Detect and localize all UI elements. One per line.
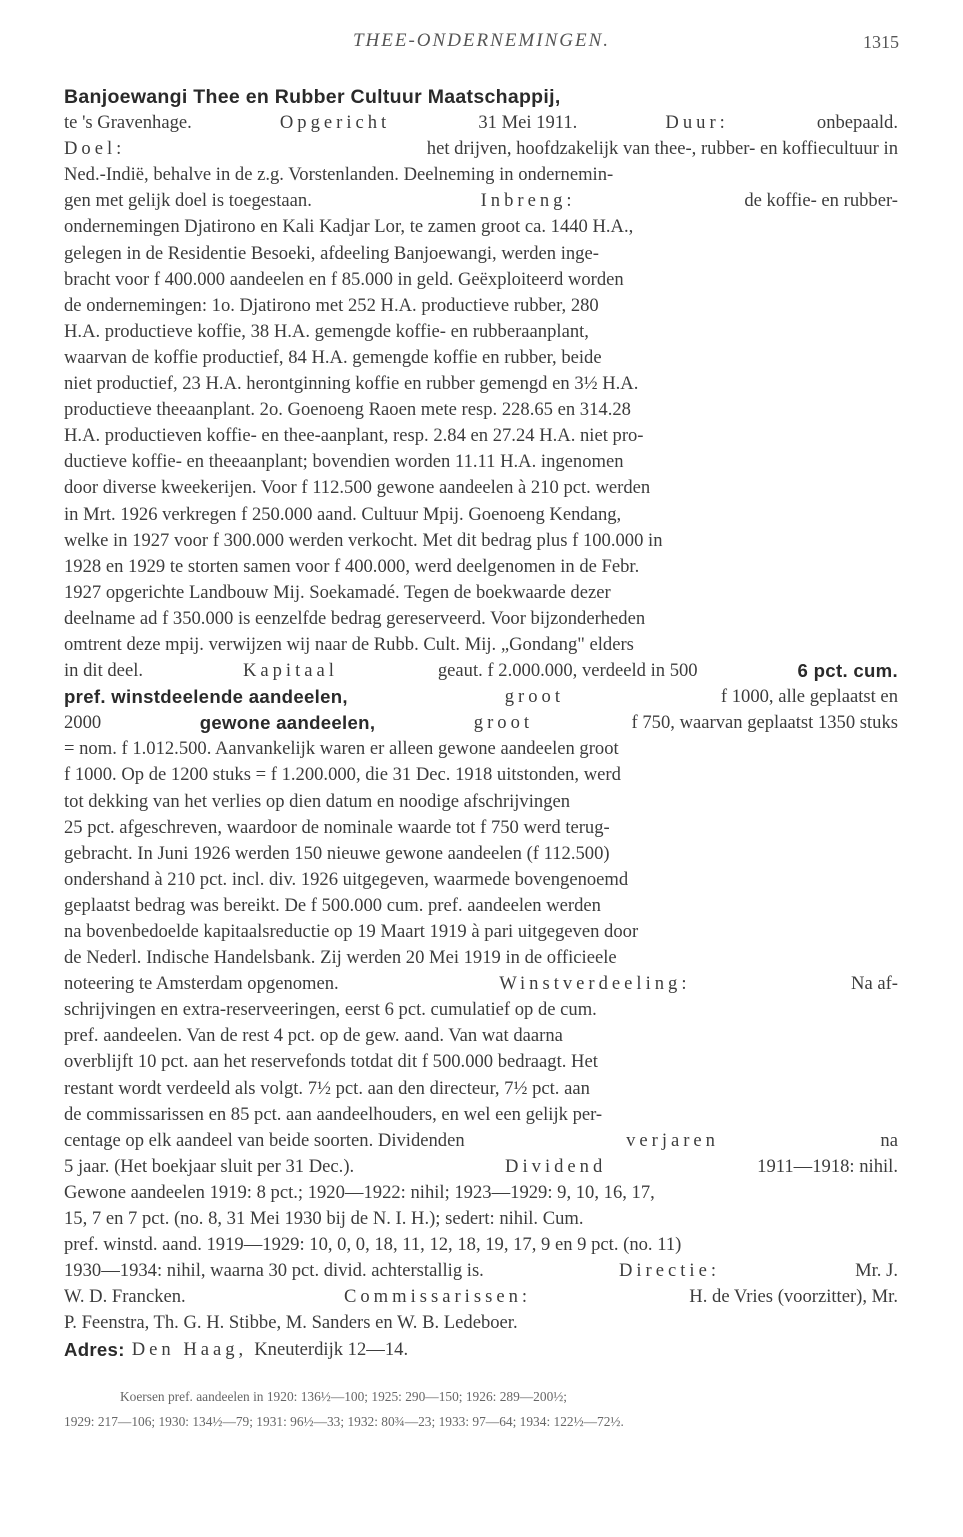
text-segment: Gewone aandeelen 1919: 8 pct.; 1920—1922: nihil; 1923—1929: 9, 10, 16, 17, xyxy=(64,1181,655,1203)
text-line xyxy=(64,762,898,788)
text-segment: H.A. productieven koffie- en thee-aanplant, resp. 2.84 en 27.24 H.A. niet pro- xyxy=(64,425,644,447)
text-segment: Mr. J. xyxy=(855,1260,898,1282)
text-line xyxy=(64,214,898,240)
text-segment: Ned.-Indië, behalve in de z.g. Vorstenlanden. Deelneming in ondernemin- xyxy=(64,164,614,186)
text-segment: Kneuterdijk 12—14. xyxy=(254,1338,409,1360)
bold-phrase: Banjoewangi Thee en Rubber Cultuur Maatschappij, xyxy=(64,86,561,108)
text-segment: H.A. productieve koffie, 38 H.A. gemengde koffie- en rubberaanplant, xyxy=(64,320,589,342)
running-head xyxy=(0,30,963,60)
spaced-keyword: Commissarissen: xyxy=(343,1286,532,1308)
bold-phrase: 6 pct. cum. xyxy=(797,660,898,682)
text-line xyxy=(64,293,898,319)
text-line xyxy=(64,1232,898,1258)
bold-phrase: Adres: xyxy=(64,1338,125,1360)
text-segment: f 1000. Op de 1200 stuks = f 1.200.000, die 31 Dec. 1918 uitstonden, werd xyxy=(64,764,621,786)
text-line xyxy=(64,841,898,867)
share-price-footnote xyxy=(64,1384,898,1434)
text-segment: tot dekking van het verlies op dien datum en noodige afschrijvingen xyxy=(64,790,571,812)
running-title: THEE-ONDERNEMINGEN. xyxy=(352,30,610,51)
text-line xyxy=(64,1310,898,1336)
text-segment: geaut. f 2.000.000, verdeeld in 500 xyxy=(437,660,698,682)
text-line xyxy=(64,789,898,815)
text-segment: 1927 opgerichte Landbouw Mij. Soekamadé. Tegen de boekwaarde dezer xyxy=(64,581,611,603)
text-segment: omtrent deze mpij. verwijzen wij naar de Rubb. Cult. Mij. „Gondang" elders xyxy=(64,633,634,655)
text-line xyxy=(64,1180,898,1206)
text-segment: de Nederl. Indische Handelsbank. Zij werden 20 Mei 1919 in de officieele xyxy=(64,947,617,969)
text-line xyxy=(64,606,898,632)
text-segment: overblijft 10 pct. aan het reservefonds totdat dit f 500.000 bedraagt. Het xyxy=(64,1051,598,1073)
text-segment: pref. aandeelen. Van de rest 4 pct. op de gew. aand. Van wat daarna xyxy=(64,1025,563,1047)
text-segment: door diverse kweekerijen. Voor f 112.500 gewone aandeelen à 210 pct. werden xyxy=(64,477,651,499)
text-line xyxy=(64,267,898,293)
text-segment: gen met gelijk doel is toegestaan. xyxy=(64,190,312,212)
text-line xyxy=(64,893,898,919)
text-segment: de ondernemingen: 1o. Djatirono met 252 H.A. productieve rubber, 280 xyxy=(64,294,599,316)
text-line xyxy=(64,1049,898,1075)
text-segment: f 750, waarvan geplaatst 1350 stuks xyxy=(631,712,898,734)
text-segment: ondernemingen Djatirono en Kali Kadjar Lor, te zamen groot ca. 1440 H.A., xyxy=(64,216,634,238)
text-segment: W. D. Francken. xyxy=(64,1286,186,1308)
text-line xyxy=(64,580,898,606)
text-segment: centage op elk aandeel van beide soorten. Dividenden xyxy=(64,1129,465,1151)
text-segment: restant wordt verdeeld als volgt. 7½ pct. aan den directeur, 7½ pct. aan xyxy=(64,1077,590,1099)
text-segment: 1930—1934: nihil, waarna 30 pct. divid. achterstallig is. xyxy=(64,1260,484,1282)
text-line xyxy=(64,319,898,345)
text-line xyxy=(64,632,898,658)
spaced-keyword: Den Haag, xyxy=(131,1338,248,1360)
text-line xyxy=(64,345,898,371)
text-segment: deelname ad f 350.000 is eenzelfde bedrag gereserveerd. Voor bijzonderheden xyxy=(64,607,646,629)
spaced-keyword: Kapitaal xyxy=(242,660,338,682)
text-line xyxy=(64,397,898,423)
text-segment: pref. winstd. aand. 1919—1929: 10, 0, 0, 18, 11, 12, 18, 19, 17, 9 en 9 pct. (no. 11) xyxy=(64,1234,682,1256)
text-line xyxy=(64,684,898,710)
text-line xyxy=(64,475,898,501)
text-line xyxy=(64,188,898,214)
text-line xyxy=(64,1337,898,1363)
text-line xyxy=(64,919,898,945)
text-line xyxy=(64,110,898,136)
spaced-keyword: Directie: xyxy=(618,1260,720,1282)
spaced-keyword: Dividend xyxy=(505,1155,607,1177)
text-segment: in dit deel. xyxy=(64,660,144,682)
footnote-line: Koersen pref. aandeelen in 1920: 136½—100; 1925: 290—150; 1926: 289—200½; xyxy=(120,1389,568,1404)
bold-phrase: gewone aandeelen, xyxy=(199,712,376,734)
text-segment: het drijven, hoofdzakelijk van thee-, rubber- en koffiecultuur in xyxy=(426,138,898,160)
text-segment: ondershand à 210 pct. incl. div. 1926 uitgegeven, waarmede bovengenoemd xyxy=(64,868,629,890)
text-segment: schrijvingen en extra-reserveeringen, eerst 6 pct. cumulatief op de cum. xyxy=(64,999,597,1021)
text-line xyxy=(64,162,898,188)
text-line xyxy=(64,1284,898,1310)
text-segment: 15, 7 en 7 pct. (no. 8, 31 Mei 1930 bij de N. I. H.); sedert: nihil. Cum. xyxy=(64,1208,584,1230)
footnote-line: 1929: 217—106; 1930: 134½—79; 1931: 96½—33; 1932: 80¾—23; 1933: 97—64; 1934: 122½—72½. xyxy=(64,1414,624,1429)
spaced-keyword: Doel: xyxy=(64,138,126,160)
text-line xyxy=(64,710,898,736)
text-line xyxy=(64,371,898,397)
text-line xyxy=(64,528,898,554)
bold-phrase: pref. winstdeelende aandeelen, xyxy=(64,686,348,708)
text-segment: te 's Gravenhage. xyxy=(64,112,192,134)
text-line xyxy=(64,241,898,267)
text-segment: 31 Mei 1911. xyxy=(478,112,578,134)
spaced-keyword: Winstverdeeling: xyxy=(499,973,691,995)
text-segment: na bovenbedoelde kapitaalsreductie op 19 Maart 1919 à pari uitgegeven door xyxy=(64,921,639,942)
text-line xyxy=(64,449,898,475)
text-segment: 1928 en 1929 te storten samen voor f 400.000, werd deelgenomen in de Febr. xyxy=(64,555,640,577)
text-line xyxy=(64,1258,898,1284)
text-segment: Na af- xyxy=(851,973,898,995)
text-segment: ductieve koffie- en theeaanplant; bovendien worden 11.11 H.A. ingenomen xyxy=(64,451,624,473)
text-segment: f 1000, alle geplaatst en xyxy=(720,686,898,708)
text-line xyxy=(64,736,898,762)
text-segment: onbepaald. xyxy=(816,112,898,134)
text-line xyxy=(64,1076,898,1102)
text-segment: 1911—1918: nihil. xyxy=(757,1155,898,1177)
text-line xyxy=(64,1023,898,1049)
spaced-keyword: Duur: xyxy=(665,112,729,134)
text-line xyxy=(64,1102,898,1128)
text-line xyxy=(64,423,898,449)
text-segment: gebracht. In Juni 1926 werden 150 nieuwe gewone aandeelen (f 112.500) xyxy=(64,842,610,864)
text-segment: gelegen in de Residentie Besoeki, afdeeling Banjoewangi, werden inge- xyxy=(64,242,599,264)
text-segment: 2000 xyxy=(64,712,102,734)
text-segment: 25 pct. afgeschreven, waardoor de nominale waarde tot f 750 werd terug- xyxy=(64,816,610,838)
text-segment: in Mrt. 1926 verkregen f 250.000 aand. Cultuur Mpij. Goenoeng Kendang, xyxy=(64,503,622,525)
company-entry xyxy=(64,84,898,1363)
text-segment: geplaatst bedrag was bereikt. De f 500.000 cum. pref. aandeelen werden xyxy=(64,894,601,916)
text-line xyxy=(64,1154,898,1180)
text-segment: H. de Vries (voorzitter), Mr. xyxy=(689,1286,898,1308)
text-segment: bracht voor f 400.000 aandeelen en f 85.000 in geld. Geëxploiteerd worden xyxy=(64,268,624,290)
text-line xyxy=(64,502,898,528)
text-line xyxy=(64,554,898,580)
text-segment: waarvan de koffie productief, 84 H.A. gemengde koffie en rubber, beide xyxy=(64,346,602,368)
spaced-keyword: verjaren xyxy=(626,1129,719,1151)
text-line xyxy=(64,136,898,162)
text-segment: niet productief, 23 H.A. herontginning koffie en rubber gemengd en 3½ H.A. xyxy=(64,373,639,395)
text-line xyxy=(64,867,898,893)
spaced-keyword: Opgericht xyxy=(279,112,391,134)
spaced-keyword: groot xyxy=(504,686,564,708)
text-line xyxy=(64,1128,898,1154)
spaced-keyword: groot xyxy=(473,712,534,734)
text-line xyxy=(64,997,898,1023)
text-segment: = nom. f 1.012.500. Aanvankelijk waren er alleen gewone aandeelen groot xyxy=(64,738,619,760)
text-segment: productieve theeaanplant. 2o. Goenoeng Raoen mete resp. 228.65 en 314.28 xyxy=(64,399,631,421)
text-line xyxy=(64,945,898,971)
text-line xyxy=(64,971,898,997)
text-line xyxy=(64,1206,898,1232)
text-segment: noteering te Amsterdam opgenomen. xyxy=(64,973,339,995)
text-segment: welke in 1927 voor f 300.000 werden verkocht. Met dit bedrag plus f 100.000 in xyxy=(64,529,663,551)
text-segment: na xyxy=(880,1129,898,1151)
page-number: 1315 xyxy=(863,32,899,52)
spaced-keyword: Inbreng: xyxy=(480,190,576,212)
text-line xyxy=(64,658,898,684)
text-segment: 5 jaar. (Het boekjaar sluit per 31 Dec.). xyxy=(64,1155,355,1177)
text-segment: de koffie- en rubber- xyxy=(744,190,898,212)
text-segment: de commissarissen en 85 pct. aan aandeelhouders, en wel een gelijk per- xyxy=(64,1103,603,1125)
text-line xyxy=(64,815,898,841)
entry-heading xyxy=(64,84,898,110)
text-segment: P. Feenstra, Th. G. H. Stibbe, M. Sanders en W. B. Ledeboer. xyxy=(64,1312,518,1334)
